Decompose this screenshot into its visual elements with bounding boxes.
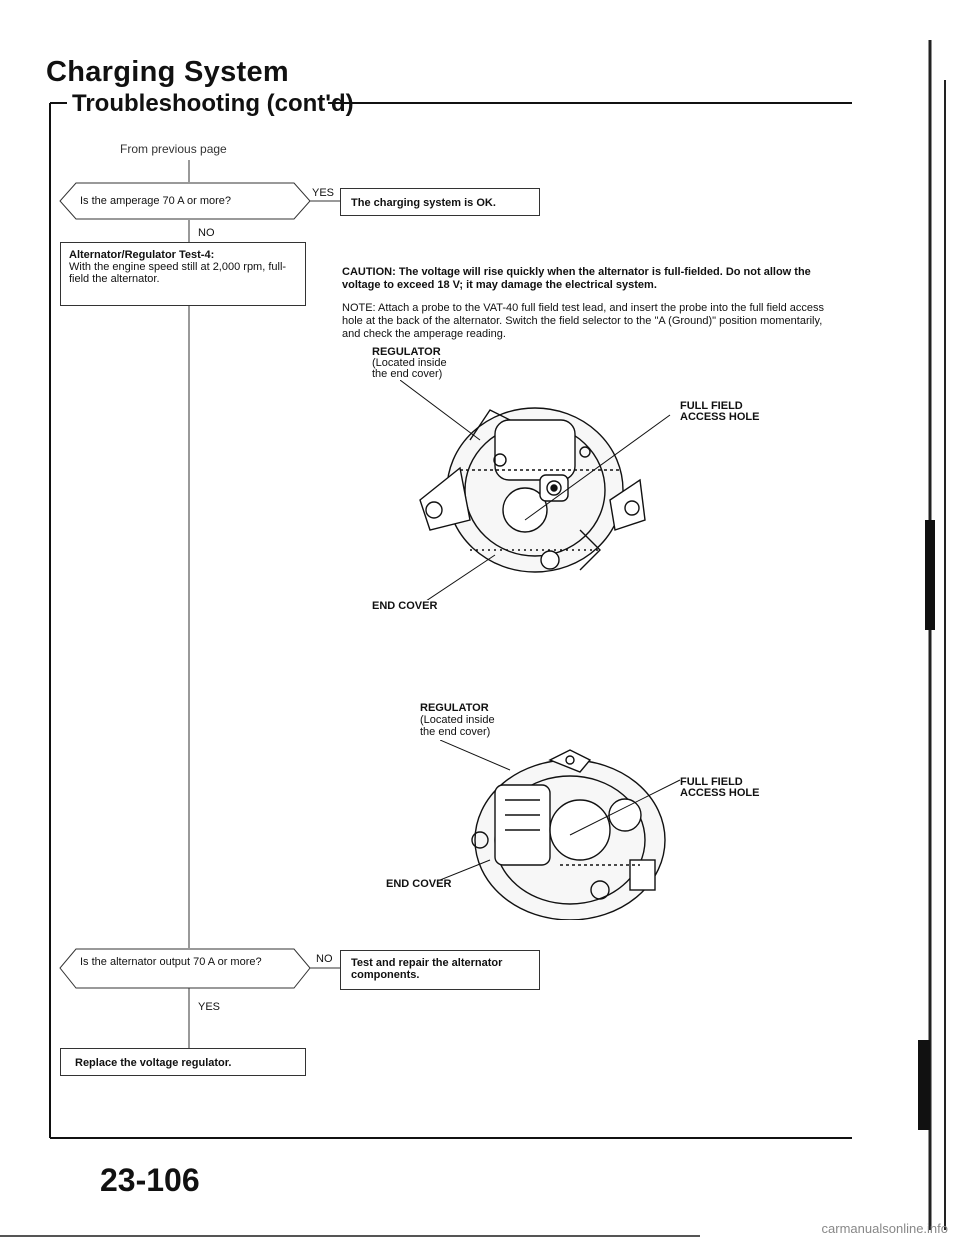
fig1-end-cover-label: END COVER bbox=[372, 600, 438, 612]
ok-result-box bbox=[340, 188, 540, 216]
ok-result-text: The charging system is OK. bbox=[351, 197, 496, 209]
repair-result-text: Test and repair the alternator components. bbox=[351, 957, 503, 981]
test-4-title: Alternator/Regulator Test-4: bbox=[69, 249, 215, 261]
fig1-regulator-sub1: (Located inside bbox=[372, 357, 447, 369]
fig2-regulator-sub2: the end cover) bbox=[420, 726, 491, 738]
decision-1-question: Is the amperage 70 A or more? bbox=[80, 195, 232, 207]
fig2-regulator-sub1: (Located inside bbox=[420, 714, 495, 726]
caution-text: CAUTION: The voltage will rise quickly when the alternator is full-fielded. Do not allow the voltage to exceed 18 V; it may damage the electrical system. bbox=[342, 266, 811, 291]
replace-result-box bbox=[60, 1048, 306, 1076]
alternator-figure-2 bbox=[440, 740, 700, 920]
repair-result-box bbox=[340, 950, 540, 990]
fig2-regulator-label: REGULATOR bbox=[420, 702, 489, 714]
fig1-regulator-sub2: the end cover) bbox=[372, 368, 443, 380]
from-previous-label: From previous page bbox=[120, 142, 227, 156]
fig2-end-cover-label: END COVER bbox=[386, 878, 452, 890]
watermark: carmanualsonline.info bbox=[821, 1221, 948, 1236]
replace-result-text: Replace the voltage regulator. bbox=[75, 1057, 232, 1069]
fig1-ffah-label-2: ACCESS HOLE bbox=[680, 411, 760, 423]
yes-label-1: YES bbox=[312, 187, 335, 199]
test-4-body: With the engine speed still at 2,000 rpm, full-field the alternator. bbox=[69, 261, 287, 285]
yes-label-2: YES bbox=[198, 1001, 221, 1013]
section-subtitle: Troubleshooting (cont'd) bbox=[72, 90, 354, 117]
alternator-figure-1 bbox=[400, 380, 680, 600]
fig2-ffah-label-1: FULL FIELD bbox=[680, 776, 743, 788]
decision-2-question: Is the alternator output 70 A or more? bbox=[80, 956, 262, 968]
test-4-box bbox=[60, 242, 306, 306]
no-label-1: NO bbox=[198, 227, 215, 239]
page-title: Charging System bbox=[46, 56, 289, 88]
fig1-ffah-label-1: FULL FIELD bbox=[680, 400, 743, 412]
decision-hexagon-2 bbox=[58, 948, 312, 990]
page-number: 23-106 bbox=[100, 1162, 200, 1198]
fig2-ffah-label-2: ACCESS HOLE bbox=[680, 787, 760, 799]
no-label-2: NO bbox=[316, 953, 333, 965]
note-text: NOTE: Attach a probe to the VAT-40 full field test lead, and insert the probe into the full field access hole at the back of the alternator. Switch the field selector to the "A (Ground)" position momentarily, and check the amperage reading. bbox=[342, 302, 825, 340]
fig1-regulator-label: REGULATOR bbox=[372, 346, 441, 358]
